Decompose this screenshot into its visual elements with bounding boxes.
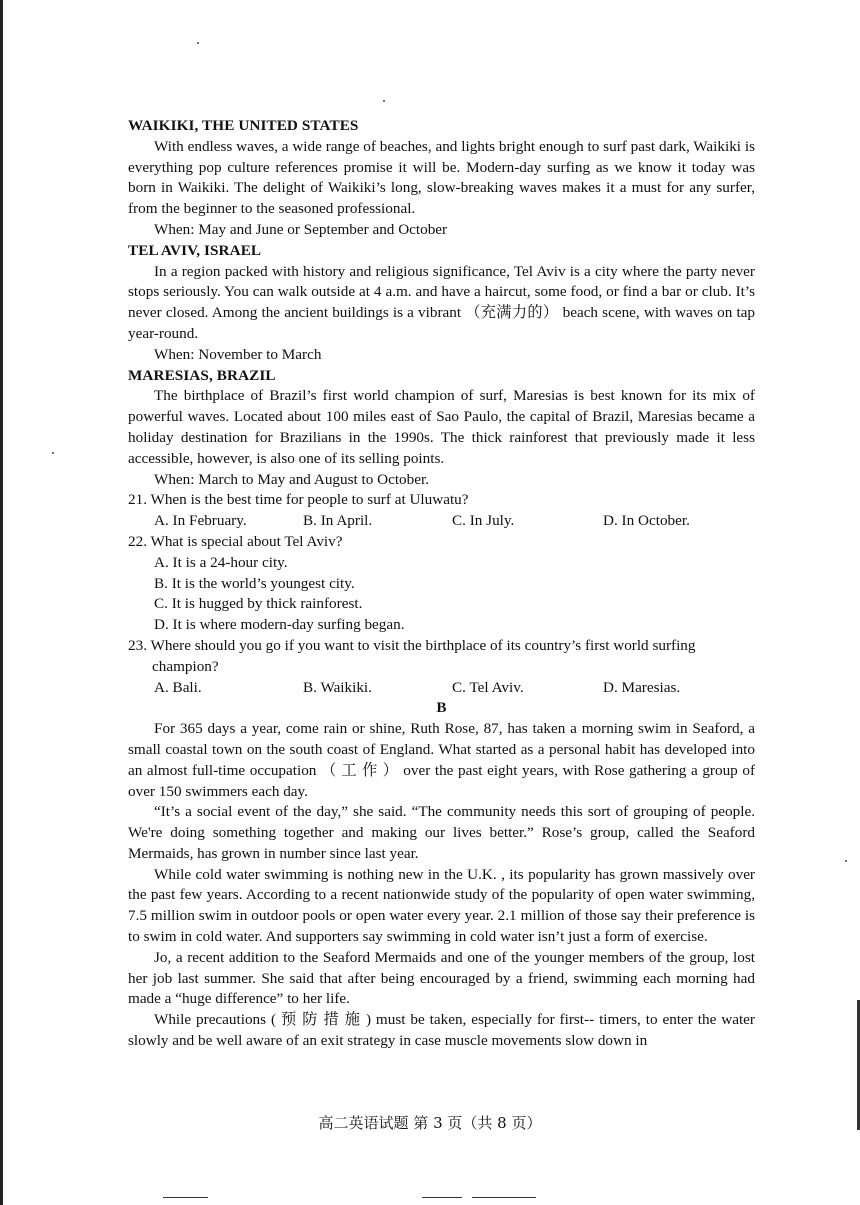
destination-maresias	[128, 366, 755, 491]
scan-speck	[383, 100, 385, 102]
question-22	[128, 532, 755, 636]
destination-paragraph: In a region packed with history and religious significance, Tel Aviv is a city where the party never stops seriously. You can walk outside at 4 a.m. and have a haircut, some food, or find a bar or club. It’s never closed. Among the ancient buildings is a vibrant （充满力的） beach scene, with waves on tap year-round.	[128, 262, 755, 342]
option-b[interactable]: B. Waikiki.	[303, 678, 372, 696]
option-a[interactable]: A. It is a 24-hour city.	[154, 553, 288, 571]
question-stem: 23. Where should you go if you want to visit the birthplace of its country’s first world surfing champion?	[128, 636, 696, 675]
option-c[interactable]: C. In July.	[452, 512, 515, 530]
destination-when: When: November to March	[154, 345, 322, 363]
destination-when: When: March to May and August to October.	[154, 470, 430, 488]
passage-b	[128, 719, 755, 1052]
option-d[interactable]: D. In October.	[603, 512, 690, 530]
option-d[interactable]: D. Maresias.	[603, 678, 681, 696]
scan-rule	[163, 1197, 208, 1198]
destination-when: When: May and June or September and October	[154, 220, 448, 238]
question-23	[128, 636, 755, 698]
option-c[interactable]: C. Tel Aviv.	[452, 678, 524, 696]
option-a[interactable]: A. In February.	[154, 512, 247, 530]
option-b[interactable]: B. It is the world’s youngest city.	[154, 574, 355, 592]
destination-tel-aviv	[128, 241, 755, 366]
destination-heading: MARESIAS, BRAZIL	[128, 366, 276, 384]
scan-speck	[845, 860, 847, 862]
destination-heading: WAIKIKI, THE UNITED STATES	[128, 117, 359, 134]
answer-options	[128, 511, 755, 532]
page-footer: 高二英语试题 第 3 页（共 8 页）	[318, 1114, 542, 1132]
answer-options	[128, 678, 755, 699]
passage-paragraph: For 365 days a year, come rain or shine, Ruth Rose, 87, has taken a morning swim in Seaford, a small coastal town on the south coast of England. What started as a personal habit has developed into an almost full-time occupation （ 工 作 ） over the past eight years, with Rose gathering a group of over 150 swimmers each day.	[128, 720, 755, 800]
scan-rule	[472, 1197, 536, 1198]
scan-speck	[52, 452, 54, 454]
scan-rule	[422, 1197, 462, 1198]
destination-heading: TEL AVIV, ISRAEL	[128, 241, 262, 259]
passage-paragraph: While cold water swimming is nothing new in the U.K. , its popularity has grown massively over the past few years. According to a recent nationwide study of the popularity of open water swimming, 7.5 million swim in outdoor pools or open water every year. 2.1 million of those say their preference is to swim in cold water. And supporters say swimming in cold water isn’t just a form of exercise.	[128, 865, 755, 946]
exam-page-content	[128, 116, 755, 1052]
destination-paragraph: With endless waves, a wide range of beaches, and lights bright enough to surf past dark, Waikiki is everything pop culture references promise it will be. Modern-day surfing as we know it today was born in Waikiki. The delight of Waikiki’s long, slow-breaking waves makes it a must for any surfer, from the beginner to the seasoned professional.	[128, 137, 755, 218]
passage-paragraph: Jo, a recent addition to the Seaford Mermaids and one of the younger members of the group, lost her job last summer. She said that after being encouraged by a friend, swimming each morning had made a “huge difference” to her life.	[128, 948, 755, 1008]
question-stem: 21. When is the best time for people to surf at Uluwatu?	[128, 491, 469, 509]
passage-paragraph: “It’s a social event of the day,” she said. “The community needs this sort of grouping of people. We're doing something together and making our lives better.” Rose’s group, called the Seaford Mermaids, has grown in number since last year.	[128, 803, 755, 862]
option-c[interactable]: C. It is hugged by thick rainforest.	[154, 595, 363, 613]
scan-left-edge	[0, 0, 3, 1205]
option-a[interactable]: A. Bali.	[154, 678, 202, 696]
option-d[interactable]: D. It is where modern-day surfing began.	[154, 616, 405, 634]
question-stem: 22. What is special about Tel Aviv?	[128, 532, 343, 550]
destination-waikiki	[128, 116, 755, 241]
option-b[interactable]: B. In April.	[303, 512, 373, 530]
passage-paragraph: While precautions ( 预 防 措 施 ) must be taken, especially for first-- timers, to enter the water slowly and be well aware of an exit strategy in case muscle movements slow down in	[128, 1011, 755, 1050]
destination-paragraph: The birthplace of Brazil’s first world champion of surf, Maresias is best known for its mix of powerful waves. Located about 100 miles east of Sao Paulo, the capital of Brazil, Maresias became a holiday destination for Brazilians in the 1990s. The thick rainforest that previously made it less accessible, however, is also one of its selling points.	[128, 387, 755, 467]
scan-speck	[197, 42, 199, 44]
question-21	[128, 490, 755, 532]
section-letter: B	[436, 699, 447, 717]
